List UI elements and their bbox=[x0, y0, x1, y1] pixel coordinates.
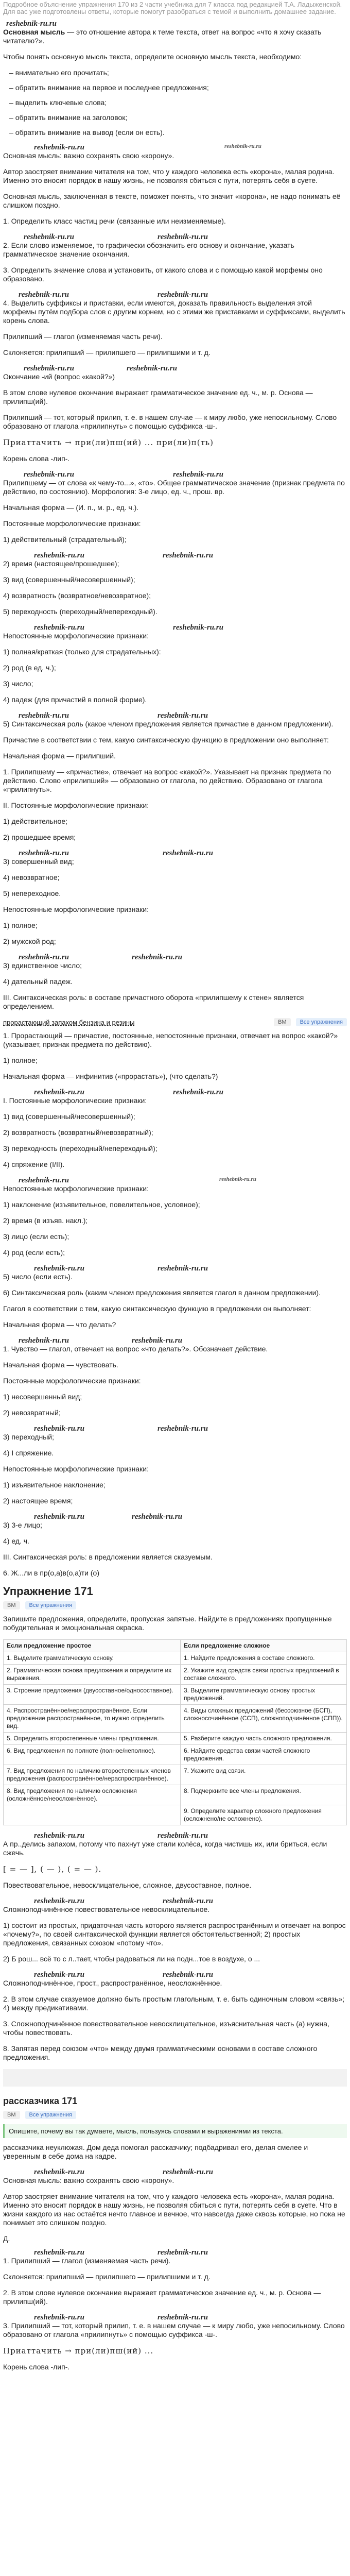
sentence-scheme: [ = — ], ( — ), ( = — ). bbox=[3, 1865, 102, 1874]
after-line: Сложноподчинённое, прост., распространённое, неосложнённое. bbox=[3, 1979, 222, 1987]
ready-button[interactable]: ВМ bbox=[3, 2111, 20, 2119]
table-cell: 3. Выделите грамматическую основу простых предложений. bbox=[180, 1685, 346, 1705]
analysis3-line: 1) несовершенный вид; bbox=[3, 1393, 82, 1401]
analysis3-line: 1. Прорастающий — причастие, постоянные, непостоянные признаки, отвечает на вопрос «какой?» (указывает, признак предмета по действию). bbox=[3, 1031, 338, 1048]
top-note: Подробное объяснение упражнения 170 из 2 части учебника для 7 класса под редакцией Т.А. Ладыженской. Для вас уже подготовлены ответы, которые помогут разобраться с темой и выполнить домашнее задание. bbox=[3, 1, 342, 15]
analysis-line: Прилипший — глагол (изменяемая часть речи). bbox=[3, 332, 163, 341]
watermark: reshebnik-ru.ru bbox=[34, 551, 84, 560]
morph-analysis-line: 4) возвратность (возвратное/невозвратное); bbox=[3, 591, 151, 600]
list-item: 4) невозвратное; bbox=[3, 873, 60, 882]
table-cell: 7. Укажите вид связи. bbox=[180, 1765, 346, 1785]
watermark: reshebnik-ru.ru bbox=[157, 1832, 208, 1840]
syntax-role: III. Синтаксическая роль: в составе причастного оборота «прилипшему к стене» является определением. bbox=[3, 993, 304, 1010]
analysis3-line: 3) переходный; bbox=[3, 1433, 54, 1441]
analysis3-line: 3) 3-е лицо; bbox=[3, 1521, 42, 1529]
conclusion-paragraph: Основная мысль, заключенная в тексте, поможет понять, что значит «корона», не надо понимать её слишком поздно. bbox=[3, 192, 341, 209]
table-header: Если предложение простое bbox=[4, 1640, 181, 1652]
watermark: reshebnik-ru.ru bbox=[157, 1264, 208, 1273]
table-cell bbox=[4, 1805, 181, 1825]
ready-button[interactable]: ВМ bbox=[3, 1601, 20, 1609]
instructions-paragraph: Чтобы понять основную мысль текста, определите основную мысль текста, необходимо: bbox=[3, 53, 302, 61]
watermark: reshebnik-ru.ru bbox=[34, 623, 84, 632]
watermark: reshebnik-ru.ru bbox=[163, 2168, 213, 2176]
watermark: reshebnik-ru.ru bbox=[157, 711, 208, 720]
task-item: 1. Определить класс частиц речи (связанные или неизменяемые). bbox=[3, 217, 226, 225]
task-item: 4. Выделить суффиксы и приставки, если имеются, доказать правильность выделения этой морфемы путём подбора слов с другим корнем, но с этими же приставками и суффиксами, выделить корень слова. bbox=[3, 299, 345, 325]
analysis-line: В этом слове нулевое окончание выражает грамматическое значение ед. ч., м. р. Основа — прилипш(ий). bbox=[3, 388, 313, 405]
watermark: reshebnik-ru.ru bbox=[19, 1336, 69, 1345]
morph-analysis-line: 2) время (настоящее/прошедшее); bbox=[3, 560, 119, 568]
intro-section bbox=[0, 20, 350, 2371]
analysis3-line: Начальная форма — что делать? bbox=[3, 1320, 116, 1329]
example-sentence: А пр..делись запахом, потому что пахнут уже стали колёса, когда чистишь их, или бриться, если сжечь. bbox=[3, 1840, 327, 1857]
bottom-nav-bar bbox=[3, 2111, 347, 2119]
morph-analysis-line: 1) полная/краткая (только для страдательных): bbox=[3, 648, 161, 656]
analysis3-line: 1) наклонение (изъявительное, повелительное, условное); bbox=[3, 1200, 200, 1209]
watermark: reshebnik-ru.ru bbox=[24, 470, 74, 479]
bottom-line: 2. В этом слове нулевое окончание выражает грамматическое значение ед. ч., м. р. Основа — прилипш(ий). bbox=[3, 2289, 321, 2306]
watermark: reshebnik-ru.ru bbox=[163, 551, 213, 560]
watermark: reshebnik-ru.ru bbox=[132, 1336, 182, 1345]
analysis3-line: Непостоянные морфологические признаки: bbox=[3, 1465, 149, 1473]
watermark: reshebnik-ru.ru bbox=[19, 291, 69, 299]
list-item: 1) действительное; bbox=[3, 817, 68, 825]
morph-analysis-line: Начальная форма — (И. п., м. р., ед. ч.). bbox=[3, 503, 139, 512]
analysis3-line: 3) переходность (переходный/непереходный); bbox=[3, 1144, 157, 1153]
watermark: reshebnik-ru.ru bbox=[163, 1897, 213, 1905]
watermark: reshebnik-ru.ru bbox=[34, 1971, 84, 1979]
analysis3-line: 2) настоящее время; bbox=[3, 1497, 73, 1505]
morph-analysis-line: 4) падеж (для причастий в полной форме). bbox=[3, 696, 147, 704]
list-item: 2) прошедшее время; bbox=[3, 833, 76, 841]
watermark: reshebnik-ru.ru bbox=[34, 143, 84, 151]
table-cell: 4. Распространённое/нераспространённое. Если предложение распространённое, то нужно определить вид. bbox=[4, 1705, 181, 1733]
table-row bbox=[4, 1745, 347, 1765]
bottom-line: 1. Прилипший — глагол (изменяемая часть речи). bbox=[3, 2257, 171, 2265]
perm-features-title: II. Постоянные морфологические признаки: bbox=[3, 801, 149, 809]
all-exercises-link[interactable]: Все упражнения bbox=[25, 1601, 76, 1609]
all-exercises-link[interactable]: Все упражнения bbox=[296, 1018, 347, 1026]
morph-analysis-line: 3) число; bbox=[3, 680, 33, 688]
table-cell: 2. Укажите вид средств связи простых предложений в составе сложного. bbox=[180, 1665, 346, 1685]
analysis-line: Корень слова -лип-. bbox=[3, 454, 70, 463]
morph-analysis-line: 2) род (в ед. ч.); bbox=[3, 664, 56, 672]
watermark: reshebnik-ru.ru bbox=[6, 20, 57, 28]
bottom-label: Д. bbox=[3, 2234, 10, 2243]
morph-analysis-line: 5) переходность (переходный/непереходный). bbox=[3, 607, 157, 616]
list-item: 5) непереходное. bbox=[3, 889, 61, 897]
bottom-paragraph: Автор заостряет внимание читателя на том, что у каждого человека есть «корона», малая родина. Именно это вносит порядок в нашу жизнь, не позволяя сбиться с пути, потерять себя в суете. Что в жизни каждого из нас остаётся нечто главное и вечное, что навсегда даже сквозь которые, но пока не понимает это слишком поздно. bbox=[3, 2192, 345, 2227]
watermark: reshebnik-ru.ru bbox=[157, 233, 208, 241]
list-item: – обратить внимание на первое и последнее предложения; bbox=[9, 83, 347, 92]
watermark: reshebnik-ru.ru bbox=[173, 470, 223, 479]
list-item: 1) полное; bbox=[3, 921, 38, 929]
table-cell: 6. Найдите средства связи частей сложного предложения. bbox=[180, 1745, 346, 1765]
table-cell: 7. Вид предложения по наличию второстепенных членов предложения (распространённое/нераспространённое). bbox=[4, 1765, 181, 1785]
table-header: Если предложение сложное bbox=[180, 1640, 346, 1652]
analysis3-line: 4) ед. ч. bbox=[3, 1537, 29, 1545]
watermark: reshebnik-ru.ru bbox=[34, 2168, 84, 2176]
analysis3-line: 6. Ж...ли в пр(о,а)в(о,а)ти (о) bbox=[3, 1569, 99, 1577]
watermark: reshebnik-ru.ru bbox=[19, 953, 69, 961]
list-item: 3) единственное число; bbox=[3, 961, 82, 970]
sentence-note: Повествовательное, невосклицательное, сложное, двусоставное, полное. bbox=[3, 1881, 252, 1889]
table-cell: 8. Подчеркните все члены предложения. bbox=[180, 1785, 346, 1805]
morph-analysis-line: 3) вид (совершенный/несовершенный); bbox=[3, 575, 135, 584]
analysis3-line: 3) лицо (если есть); bbox=[3, 1232, 69, 1241]
task-item: 2. Если слово изменяемое, то графически обозначить его основу и окончание, указать грамматическое значение окончания. bbox=[3, 241, 294, 258]
bottom-line: Склоняется: прилипший — прилипшего — прилипшими и т. д. bbox=[3, 2273, 211, 2281]
table-row bbox=[4, 1733, 347, 1745]
table-row bbox=[4, 1785, 347, 1805]
watermark: reshebnik-ru.ru bbox=[19, 711, 69, 720]
watermark: reshebnik-ru.ru bbox=[132, 953, 182, 961]
table-row bbox=[4, 1665, 347, 1685]
analysis3-line: Глагол в соответствии с тем, какую синтаксическую функцию в предложении он выполняет: bbox=[3, 1304, 311, 1313]
analysis3-line: 4) род (если есть); bbox=[3, 1248, 65, 1257]
author-paragraph: Автор заостряет внимание читателя на том, что у каждого человека есть «корона», малая родина. Именно это вносит порядок в нашу жизнь, не позволяя сбиться с пути, потерять себя в суете. bbox=[3, 167, 335, 184]
watermark: reshebnik-ru.ru bbox=[34, 1832, 84, 1840]
list-item: – внимательно его прочитать; bbox=[9, 69, 347, 77]
analysis3-line: 4) спряжение (I/II). bbox=[3, 1160, 65, 1168]
list-item: – обратить внимание на заголовок; bbox=[9, 113, 347, 122]
after-line: 2. В этом случае сказуемое должно быть простым глагольным, т. е. быть одиночным словом «связь»; 4) между предикативами. bbox=[3, 1995, 345, 2012]
ready-button[interactable]: ВМ bbox=[274, 1018, 291, 1026]
after-line: 2) Б рош... всё то с л..тает, чтобы радоваться ли на подн...тое в воздухе, о ... bbox=[3, 1955, 260, 1963]
table-cell: 3. Строение предложения (двусоставное/односоставное). bbox=[4, 1685, 181, 1705]
after-line: 1) состоит из простых, придаточная часть которого является распространённым и отвечает на вопрос «почему?», по своей синтаксической функции является обстоятельственной; 2) простых предложения, связанных союзом «потому что». bbox=[3, 1921, 346, 1947]
table-cell: 8. Вид предложения по наличию осложнения (осложнённое/неосложнённое). bbox=[4, 1785, 181, 1805]
analysis3-line: 4) I спряжение. bbox=[3, 1449, 54, 1457]
highlight-text: прорастающий запахом бензина и резины bbox=[3, 1018, 135, 1026]
word-scheme: Приаттачить → при(ли)пш(ий) ... при(ли)п(ть) bbox=[3, 438, 214, 447]
morph-analysis-line: Непостоянные морфологические признаки: bbox=[3, 632, 149, 640]
bottom-line: Корень слова -лип-. bbox=[3, 2363, 70, 2371]
morph-analysis-line: 1) действительный (страдательный); bbox=[3, 535, 127, 544]
analysis3-line: 6) Синтаксическая роль (каким членом предложения является глагол в данном предложении). bbox=[3, 1289, 321, 1297]
comparison-table bbox=[3, 1639, 347, 1825]
watermark: reshebnik-ru.ru bbox=[34, 1425, 84, 1433]
highlight-bar bbox=[3, 1018, 347, 1026]
watermark: reshebnik-ru.ru bbox=[19, 849, 69, 857]
analysis3-line: Начальная форма — чувствовать. bbox=[3, 1361, 118, 1369]
morph-analysis-line: Постоянные морфологические признаки: bbox=[3, 519, 141, 528]
analysis3-line: 2) невозвратный; bbox=[3, 1409, 61, 1417]
analysis3-line: 1. Чувство — глагол, отвечает на вопрос «что делать?». Обозначает действие. bbox=[3, 1345, 268, 1353]
table-row bbox=[4, 1652, 347, 1665]
analysis3-line: Непостоянные морфологические признаки: bbox=[3, 1184, 149, 1193]
var-features-title: Непостоянные морфологические признаки: bbox=[3, 905, 149, 913]
task-box: Опишите, почему вы так думаете, мысль, пользуясь словами и выражениями из текста. bbox=[3, 2124, 347, 2138]
after-line: 3. Сложноподчинённое повествовательное невосклицательное, изъяснительная часть (а) нужна, чтобы повествовать. bbox=[3, 2020, 329, 2037]
exercise-171-title: Упражнение 171 bbox=[3, 1585, 93, 1598]
all-exercises-link[interactable]: Все упражнения bbox=[25, 2111, 76, 2119]
watermark: reshebnik-ru.ru bbox=[157, 2313, 208, 2321]
analysis3-line: 5) число (если есть). bbox=[3, 1273, 73, 1281]
main-idea-line: Основная мысль: важно сохранять свою «корону». bbox=[3, 151, 174, 160]
watermark: reshebnik-ru.ru bbox=[19, 1176, 69, 1184]
table-cell: 1. Выделите грамматическую основу. bbox=[4, 1652, 181, 1665]
watermark: reshebnik-ru.ru bbox=[34, 1513, 84, 1521]
table-row bbox=[4, 1805, 347, 1825]
watermark: reshebnik-ru.ru bbox=[157, 2248, 208, 2257]
watermark: reshebnik-ru.ru bbox=[173, 623, 223, 632]
watermark: reshebnik-ru.ru bbox=[127, 364, 177, 372]
bottom-section-title: рассказчика 171 bbox=[3, 2096, 78, 2106]
watermark: reshebnik-ru.ru bbox=[157, 291, 208, 299]
morph-analysis-line: 5) Синтаксическая роль (какое членом предложения является причастие в данном предложении). bbox=[3, 720, 334, 728]
morph-analysis-line: Причастие в соответствии с тем, какую синтаксическую функцию в предложении оно выполняет: bbox=[3, 736, 329, 744]
steps-list bbox=[3, 69, 347, 137]
watermark: reshebnik-ru.ru bbox=[163, 1971, 213, 1979]
analysis-line: Склоняется: прилипший — прилипшего — прилипшими и т. д. bbox=[3, 348, 211, 357]
main-idea-paragraph: Основная мысль — это отношение автора к теме текста, ответ на вопрос «что я хочу сказать читателю?». bbox=[3, 28, 322, 45]
analysis3-line: 2) время (в изъяв. накл.); bbox=[3, 1216, 88, 1225]
analysis3-line: I. Постоянные морфологические признаки: bbox=[3, 1096, 147, 1105]
table-cell: 4. Виды сложных предложений (бессоюзное (БСП), сложносочинённое (ССП), сложноподчинённое (СПП)). bbox=[180, 1705, 346, 1733]
after-line: 8. Запятая перед союзом «что» между двумя грамматическими основами в составе сложного предложения. bbox=[3, 2044, 318, 2061]
table-cell: 2. Грамматическая основа предложения и определите их выражения. bbox=[4, 1665, 181, 1685]
exercise-intro: Запишите предложения, определите, пропуская запятые. Найдите в предложениях пропущенные побудительная и эмоциональная окраска. bbox=[3, 1615, 332, 1632]
table-row bbox=[4, 1765, 347, 1785]
watermark: reshebnik-ru.ru bbox=[24, 233, 74, 241]
watermark: reshebnik-ru.ru bbox=[163, 849, 213, 857]
morph-analysis-line: Прилипшему — от слова «к чему-то...», «то». Общее грамматическое значение (признак предмета по действию, по состоянию). Морфология: 3-е лицо, ед. ч., прош. вр. bbox=[3, 479, 345, 496]
table-cell: 9. Определите характер сложного предложения (осложнено/не осложнено). bbox=[180, 1805, 346, 1825]
bottom-paragraph: рассказчика неуклюжая. Дом деда помогал рассказчику; подбадривал его, делая смелее и уверенным в себе дома на кадре. bbox=[3, 2143, 308, 2160]
list-item: 4) дательный падеж. bbox=[3, 977, 73, 986]
watermark: reshebnik-ru.ru bbox=[24, 364, 74, 372]
watermark: reshebnik-ru.ru bbox=[157, 1425, 208, 1433]
analysis3-line: Начальная форма — инфинитив («прорастать»), (что сделать?) bbox=[3, 1072, 218, 1080]
table-row bbox=[4, 1705, 347, 1733]
table-row bbox=[4, 1685, 347, 1705]
analysis3-line: III. Синтаксическая роль: в предложении является сказуемым. bbox=[3, 1553, 213, 1561]
morph-analysis-line: 1. Прилипшему — «причастие», отвечает на вопрос «какой?». Указывает на признак предмета по действию. Слово «прилипший» — образовано от глагола, по действию. Образовано от глагола «прилипнуть». bbox=[3, 768, 331, 793]
analysis3-line: 2) возвратность (возвратный/невозвратный); bbox=[3, 1128, 153, 1137]
analysis3-line: Постоянные морфологические признаки: bbox=[3, 1377, 141, 1385]
morph-analysis-line: Начальная форма — прилипший. bbox=[3, 752, 116, 760]
bottom-paragraph: Основная мысль: важно сохранять свою «корону». bbox=[3, 2176, 174, 2184]
bottom-line: 3. Прилипший — тот, который прилип, т. е. в нашем случае — к миру любо, уже непосильному. Слово образовано от глагола «прилипнуть» с помощью суффикса -ш-. bbox=[3, 2321, 345, 2338]
list-item: 2) мужской род; bbox=[3, 937, 56, 945]
list-item: – обратить внимание на вывод (если он есть). bbox=[9, 128, 347, 137]
watermark: reshebnik-ru.ru bbox=[34, 1088, 84, 1096]
watermark: reshebnik-ru.ru bbox=[34, 1264, 84, 1273]
analysis-line: Прилипший — тот, который прилип, т. е. в нашем случае — к миру любо, уже непосильному. Слово образовано от глагола «прилипнуть» с помощью суффикса -ш-. bbox=[3, 413, 337, 430]
watermark: reshebnik-ru.ru bbox=[173, 1088, 223, 1096]
list-item: – выделить ключевые слова; bbox=[9, 98, 347, 107]
list-item: 3) совершенный вид; bbox=[3, 857, 74, 866]
analysis-line: Окончание -ий (вопрос «какой?») bbox=[3, 372, 115, 381]
watermark: reshebnik-ru.ru bbox=[219, 1176, 256, 1182]
table-cell: 5. Разберите каждую часть сложного предложения. bbox=[180, 1733, 346, 1745]
after-line: Сложноподчинённое повествовательное невосклицательное. bbox=[3, 1905, 210, 1913]
table-cell: 6. Вид предложения по полноте (полное/неполное). bbox=[4, 1745, 181, 1765]
ad-banner bbox=[3, 2069, 347, 2087]
watermark: reshebnik-ru.ru bbox=[34, 1897, 84, 1905]
watermark: reshebnik-ru.ru bbox=[34, 2313, 84, 2321]
word-scheme: Приаттачить → при(ли)пш(ий) ... bbox=[3, 2346, 154, 2355]
exercise-nav-bar bbox=[3, 1601, 347, 1609]
watermark: reshebnik-ru.ru bbox=[224, 143, 261, 149]
table-cell: 5. Определить второстепенные члены предложения. bbox=[4, 1733, 181, 1745]
analysis3-line: 1) вид (совершенный/несовершенный); bbox=[3, 1112, 135, 1121]
task-item: 3. Определить значение слова и установить, от какого слова и с помощью какой морфемы оно образовано. bbox=[3, 266, 323, 283]
analysis3-line: 1) изъявительное наклонение; bbox=[3, 1481, 106, 1489]
table-cell: 1. Найдите предложения в составе сложного. bbox=[180, 1652, 346, 1665]
watermark: reshebnik-ru.ru bbox=[132, 1513, 182, 1521]
analysis3-line: 1) полное; bbox=[3, 1056, 38, 1064]
watermark: reshebnik-ru.ru bbox=[34, 2248, 84, 2257]
